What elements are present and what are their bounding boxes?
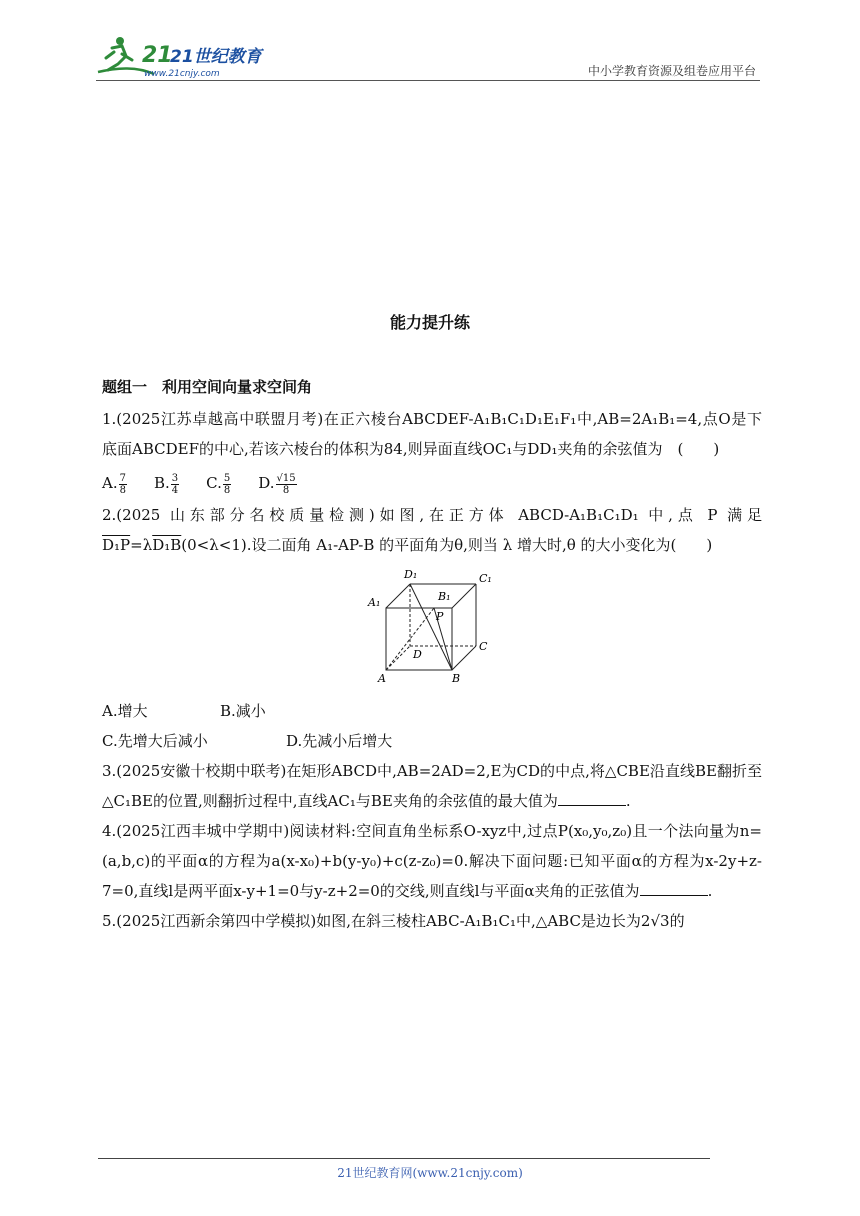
svg-text:D₁: D₁	[404, 568, 418, 581]
option-a: A.增大	[102, 702, 148, 720]
answer-blank	[640, 881, 708, 896]
header-divider	[96, 80, 760, 81]
platform-text: 中小学教育资源及组卷应用平台	[587, 64, 756, 78]
cube-figure	[102, 566, 762, 692]
logo-text: 21世纪教育	[170, 47, 262, 67]
question-2: 2.(2025 山东部分名校质量检测)如图,在正方体 ABCD-A₁B₁C₁D₁ 中,点 P 满足 D₁P=λD₁B(0<λ<1).设二面角 A₁-AP-B 的平面角为θ,则当 λ 增大时,θ 的大小变化为( )	[102, 506, 762, 554]
footer-divider	[98, 1158, 710, 1159]
question-4: 4.(2025江西丰城中学期中)阅读材料:空间直角坐标系O-xyz中,过点P(x₀,y₀,z₀)且一个法向量为n=(a,b,c)的平面α的方程为a(x-x₀)+b(y-y₀)+c(z-z₀)=0.解决下面问题:已知平面α的方程为x-2y+z-7=0,直线l是两平面x-y+1=0与y-z+2=0的交线,则直线l与平面α夹角的正弦值为 .	[102, 822, 762, 900]
question-2-options-row2	[102, 726, 762, 756]
svg-text:B: B	[452, 672, 461, 685]
option-c: C. $\frac{5}{8}$	[206, 472, 231, 496]
question-5: 5.(2025江西新余第四中学模拟)如图,在斜三棱柱ABC-A₁B₁C₁中,△ABC是边长为2√3的	[102, 912, 685, 930]
svg-text:B₁: B₁	[438, 590, 451, 603]
vector-d1p: D₁P	[102, 536, 131, 554]
section-title: 能力提升练	[389, 313, 470, 332]
option-a: A. $\frac{7}{8}$	[102, 472, 126, 496]
page-header	[0, 0, 860, 90]
question-content	[102, 372, 762, 936]
svg-text:www.21cnjy.com: www.21cnjy.com	[144, 69, 220, 79]
vector-d1b: D₁B	[152, 536, 182, 554]
svg-text:A: A	[378, 672, 386, 685]
svg-text:D: D	[413, 648, 422, 661]
svg-text:21: 21	[142, 43, 173, 68]
question-1-options	[102, 468, 762, 498]
answer-blank	[558, 791, 626, 806]
question-1: 1.(2025江苏卓越高中联盟月考)在正六棱台ABCDEF-A₁B₁C₁D₁E₁F₁中,AB=2A₁B₁=4,点O是下底面ABCDEF的中心,若该六棱台的体积为84,则异面直线OC₁与DD₁夹角的余弦值为 ( )	[102, 410, 762, 458]
footer-text: 21世纪教育网(www.21cnjy.com)	[337, 1166, 523, 1180]
svg-text:C₁: C₁	[479, 572, 492, 585]
svg-text:C: C	[479, 640, 488, 653]
option-b: B.减小	[220, 702, 266, 720]
group-title: 题组一 利用空间向量求空间角	[102, 378, 313, 396]
logo-icon	[92, 34, 267, 80]
question-2-options-row1	[102, 696, 762, 726]
option-d: D. $\frac{√15}{8}$	[258, 472, 296, 496]
option-d: D.先减小后增大	[286, 732, 393, 750]
question-3: 3.(2025安徽十校期中联考)在矩形ABCD中,AB=2AD=2,E为CD的中点,将△CBE沿直线BE翻折至△C₁BE的位置,则翻折过程中,直线AC₁与BE夹角的余弦值的最大值为 .	[102, 762, 762, 810]
option-c: C.先增大后减小	[102, 732, 208, 750]
svg-text:P: P	[436, 610, 444, 623]
option-b: B. $\frac{3}{4}$	[153, 472, 179, 496]
svg-text:A₁: A₁	[368, 596, 381, 609]
